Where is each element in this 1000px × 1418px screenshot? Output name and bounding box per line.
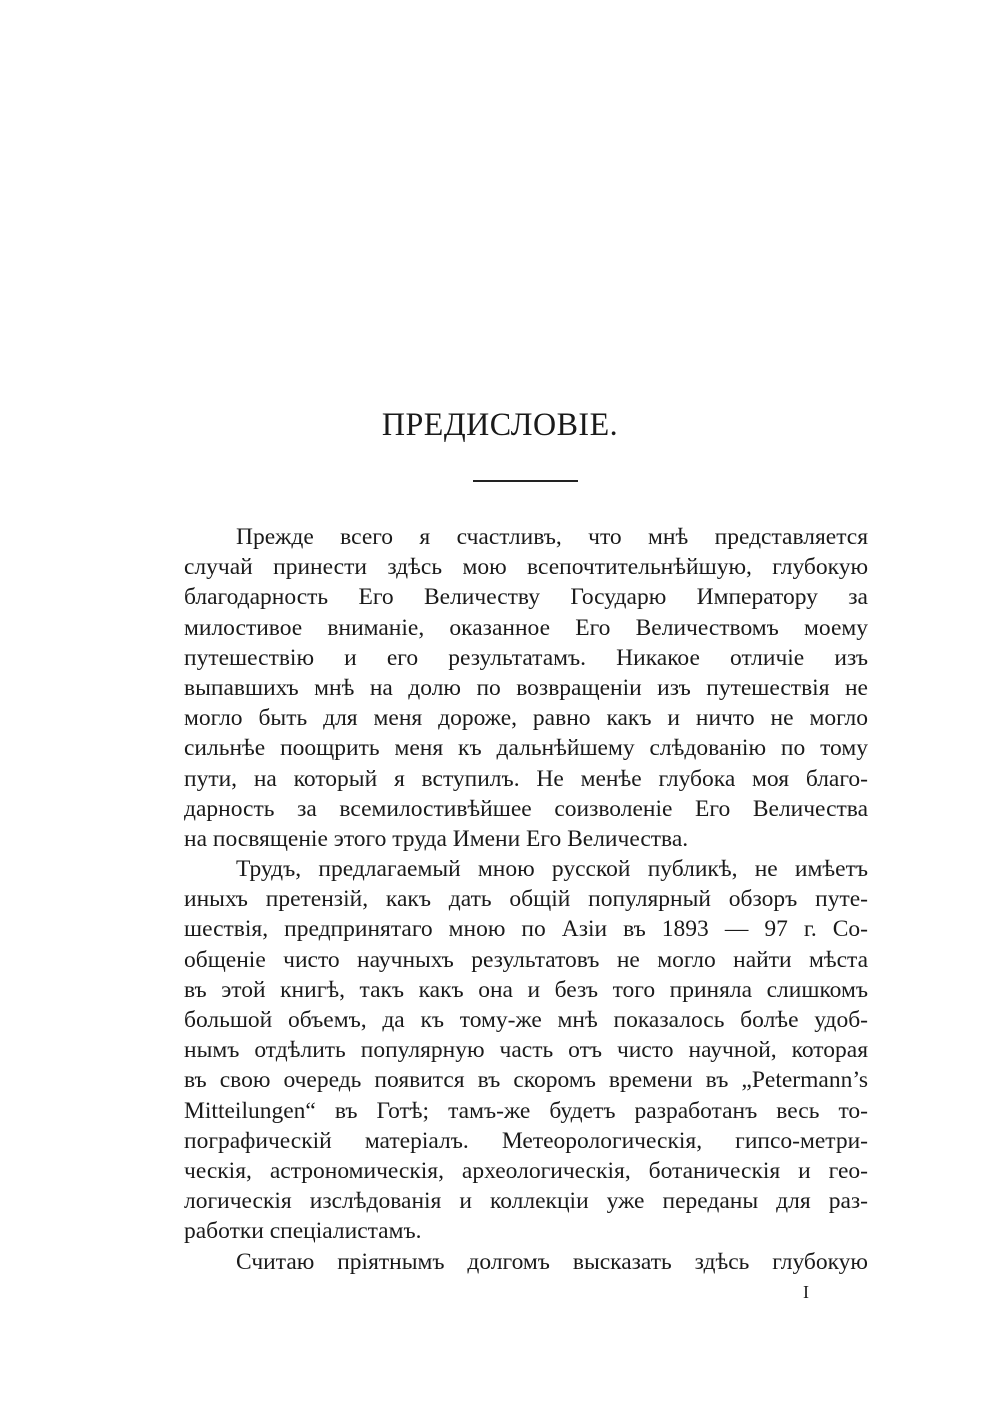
text-line: общеніе чисто научныхъ результатовъ не могло найти мѣста (184, 946, 868, 973)
page-title: ПРЕДИСЛОВІЕ. (381, 407, 619, 443)
text-line: большой объемъ, да къ тому-же мнѣ показалось болѣе удоб- (184, 1007, 868, 1033)
text-line: ческія, астрономическія, археологическія, ботаническія и гео- (184, 1157, 868, 1184)
page-number: I (803, 1282, 809, 1302)
text-line: на посвященіе этого труда Имени Его Величества. (184, 825, 689, 852)
text-line: могло быть для меня дороже, равно какъ и ничто не могло (184, 705, 868, 732)
text-line: Mitteilungen“ въ Готѣ; тамъ-же будетъ разработанъ весь то- (184, 1097, 868, 1124)
text-line: въ этой книгѣ, такъ какъ она и безъ того приняла слишкомъ (184, 976, 868, 1003)
text-line: дарность за всемилостивѣйшее соизволеніе Его Величества (184, 795, 868, 822)
preface-text (184, 522, 868, 1277)
text-line: Прежде всего я счастливъ, что мнѣ представляется (236, 524, 868, 550)
text-line: нымъ отдѣлить популярную часть отъ чисто научной, которая (184, 1037, 868, 1064)
text-line: пографическій матеріалъ. Метеорологическія, гипсо-метри- (184, 1127, 868, 1154)
text-line: милостивое вниманіе, оказанное Его Величествомъ моему (184, 614, 868, 641)
text-line: выпавшихъ мнѣ на долю по возвращеніи изъ путешествія не (184, 674, 868, 701)
text-line: шествія, предпринятаго мною по Азіи въ 1893 — 97 г. Со- (184, 916, 868, 943)
text-line: случай принести здѣсь мою всепочтительнѣйшую, глубокую (184, 554, 868, 581)
text-line: логическія изслѣдованія и коллекціи уже переданы для раз- (184, 1188, 868, 1215)
text-line: пути, на который я вступилъ. Не менѣе глубока моя благо- (184, 765, 868, 792)
text-line: благодарность Его Величеству Государю Императору за (184, 584, 868, 611)
text-line: Считаю пріятнымъ долгомъ высказать здѣсь глубокую (236, 1248, 868, 1275)
text-line: сильнѣе поощрить меня къ дальнѣйшему слѣдованію по тому (184, 735, 868, 762)
text-line: работки спеціалистамъ. (184, 1218, 422, 1245)
text-line: Трудъ, предлагаемый мною русской публикѣ, не имѣетъ (236, 856, 868, 883)
text-line: иныхъ претензій, какъ дать общій популярный обзоръ путе- (184, 886, 868, 913)
text-line: въ свою очередь появится въ скоромъ времени въ „Petermann’s (184, 1067, 868, 1094)
text-line: путешествію и его результатамъ. Никакое отличіе изъ (184, 644, 868, 671)
title-divider (473, 480, 578, 482)
